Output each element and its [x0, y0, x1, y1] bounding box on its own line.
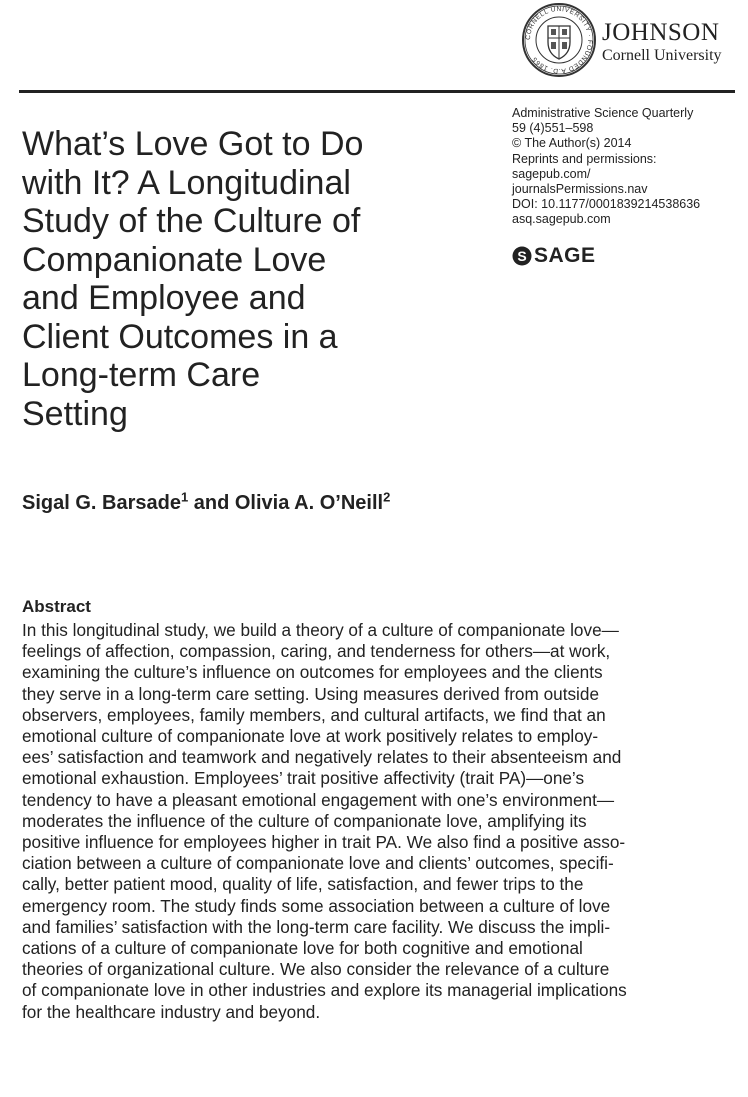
header-rule	[19, 90, 735, 93]
abstract-body	[22, 620, 742, 1023]
abstract-heading: Abstract	[22, 597, 91, 616]
abstract-line: of companionate love in other industries and explore its managerial implications	[22, 980, 627, 1001]
publisher-name: SAGE	[534, 244, 596, 267]
abstract-line: tendency to have a pleasant emotional engagement with one’s environment—	[22, 789, 615, 810]
journal-metadata	[512, 106, 742, 228]
author-affiliation-mark: 2	[383, 489, 391, 505]
abstract-line: emotional culture of companionate love at work positively relates to employ-	[22, 726, 599, 747]
abstract-line: In this longitudinal study, we build a theory of a culture of companionate love—	[22, 620, 619, 640]
abstract-line: ciation between a culture of companionate love and clients’ outcomes, specifi-	[22, 853, 614, 874]
title-line: with It? A Longitudinal	[22, 163, 351, 202]
journal-name: Administrative Science Quarterly	[512, 106, 694, 120]
title-line: Long-term Care	[22, 356, 261, 394]
title-line: Client Outcomes in a	[22, 317, 338, 356]
institution-title: JOHNSON	[602, 19, 720, 46]
volume-pages: 59 (4)551–598	[512, 121, 594, 136]
abstract-line: and families’ satisfaction with the long-term care facility. We discuss the impli-	[22, 916, 611, 937]
abstract-line: emotional exhaustion. Employees’ trait positive affectivity (trait PA)—one’s	[22, 768, 585, 789]
university-name: Cornell University	[602, 47, 722, 64]
author-affiliation-mark: 1	[180, 489, 189, 505]
abstract-line: for the healthcare industry and beyond.	[22, 1001, 321, 1022]
title-line: and Employee and	[22, 279, 306, 317]
abstract-line: moderates the influence of the culture of companionate love, amplifying its	[22, 810, 587, 831]
abstract-line: cally, better patient mood, quality of life, satisfaction, and fewer trips to the	[22, 874, 584, 895]
title-line: Companionate Love	[22, 240, 327, 279]
copyright: © The Author(s) 2014	[512, 136, 632, 151]
abstract-line: examining the culture’s influence on outcomes for employees and the clients	[22, 662, 603, 683]
reprints-link-cont[interactable]: journalsPermissions.nav	[512, 182, 648, 197]
doi[interactable]: DOI: 10.1177/0001839214538636	[512, 197, 701, 212]
journal-site-link[interactable]: asq.sagepub.com	[512, 212, 611, 227]
abstract-line: emergency room. The study finds some association between a culture of love	[22, 895, 611, 916]
cornell-seal-logo	[521, 2, 597, 78]
author-name: Olivia A. O’Neill	[234, 492, 384, 514]
abstract-line: feelings of affection, compassion, caring, and tenderness for others—at work,	[22, 641, 611, 662]
svg-text:S: S	[517, 248, 527, 264]
abstract-line: theories of organizational culture. We also consider the relevance of a culture	[22, 959, 610, 980]
article-title	[22, 125, 442, 433]
abstract-line: they serve in a long-term care setting. Using measures derived from outside	[22, 683, 599, 704]
abstract-line: observers, employees, family members, and cultural artifacts, we find that an	[22, 704, 606, 725]
sage-logo	[512, 245, 596, 267]
reprints-link[interactable]: sagepub.com/	[512, 166, 591, 181]
abstract-line: ees’ satisfaction and teamwork and negatively relates to their absenteeism and	[22, 747, 622, 768]
authors	[22, 489, 391, 515]
svg-text:CORNELL UNIVERSITY · FOUNDED A: CORNELL UNIVERSITY · FOUNDED A.D. 1865	[524, 5, 594, 75]
author-connector: and	[188, 492, 235, 514]
abstract-line: cations of a culture of companionate love for both cognitive and emotional	[22, 938, 583, 959]
title-line: Setting	[22, 394, 128, 433]
reprints-label: Reprints and permissions:	[512, 151, 657, 166]
title-line: Study of the Culture of	[22, 202, 361, 240]
title-line: What’s Love Got to Do	[22, 125, 364, 163]
abstract-line: positive influence for employees higher in trait PA. We also find a positive asso-	[22, 832, 626, 853]
author-name: Sigal G. Barsade	[22, 492, 181, 514]
institution-name	[602, 20, 722, 65]
sage-s-icon	[512, 246, 532, 266]
